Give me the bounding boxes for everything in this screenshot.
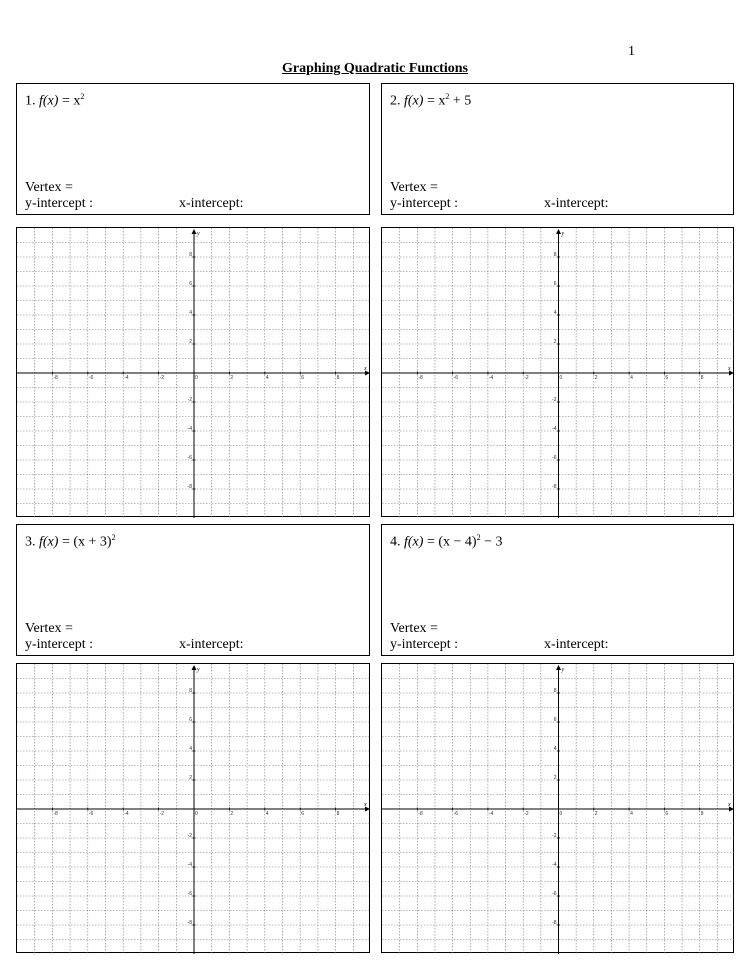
y-axis-arrow	[192, 229, 197, 234]
x-tick-label: -8	[418, 375, 423, 381]
y-tick-label: -6	[187, 455, 192, 461]
x-tick-label: 0	[559, 375, 563, 381]
y-tick-label: 4	[553, 310, 557, 316]
x-tick-label: 8	[700, 375, 704, 381]
x-tick-label: 6	[665, 375, 669, 381]
vertex-label: Vertex =	[390, 180, 438, 195]
y-axis-label: y	[197, 667, 200, 673]
problem-title-4	[390, 533, 502, 551]
x-tick-label: -6	[453, 811, 459, 817]
graph-grid-4[interactable]	[381, 663, 734, 953]
x-intercept-label: x-intercept:	[179, 196, 244, 211]
y-tick-label: 2	[189, 775, 192, 781]
function-name: f(x)	[404, 534, 424, 550]
x-axis-label: x	[728, 366, 731, 372]
graph-grid-2[interactable]	[381, 227, 734, 517]
function-name: f(x)	[404, 93, 424, 109]
y-tick-label: -6	[187, 891, 192, 897]
x-tick-label: 0	[559, 811, 563, 817]
problem-title-1	[25, 92, 84, 110]
x-tick-label: -2	[524, 811, 529, 817]
x-tick-label: -4	[488, 811, 494, 817]
function-tail: + 5	[449, 93, 472, 109]
y-tick-label: -2	[552, 833, 557, 839]
exponent: 2	[476, 533, 481, 542]
y-tick-label: 8	[553, 688, 557, 694]
y-tick-label: -4	[552, 426, 557, 432]
y-tick-label: -2	[552, 397, 557, 403]
exponent: 2	[80, 92, 85, 101]
coordinate-grid	[382, 228, 735, 518]
coordinate-grid	[17, 228, 371, 518]
y-intercept-label: y-intercept :	[390, 637, 459, 652]
x-tick-label: 0	[195, 811, 198, 817]
x-tick-label: 8	[336, 811, 340, 817]
x-tick-label: 0	[195, 375, 198, 381]
x-tick-label: -8	[418, 811, 423, 817]
x-tick-label: -2	[524, 375, 529, 381]
y-tick-label: -8	[552, 484, 557, 490]
function-tail: − 3	[480, 534, 503, 550]
x-tick-label: -6	[88, 375, 94, 381]
x-tick-label: 4	[630, 811, 633, 817]
problem-number: 3.	[25, 534, 36, 550]
y-tick-label: -2	[187, 397, 192, 403]
graph-grid-1[interactable]	[16, 227, 370, 517]
problem-box-1	[16, 83, 370, 215]
y-tick-label: 2	[553, 775, 557, 781]
y-tick-label: 6	[189, 717, 192, 723]
y-axis-arrow	[556, 665, 561, 670]
x-tick-label: -8	[53, 811, 58, 817]
y-tick-label: -8	[187, 920, 192, 926]
exponent: 2	[445, 92, 450, 101]
x-tick-label: 2	[594, 811, 598, 817]
x-tick-label: -4	[488, 375, 494, 381]
x-tick-label: -6	[88, 811, 94, 817]
x-axis-label: x	[364, 802, 367, 808]
problem-title-3	[25, 533, 116, 551]
x-tick-label: 4	[630, 375, 633, 381]
y-tick-label: -6	[552, 891, 557, 897]
exponent: 2	[111, 533, 116, 542]
y-axis-label: y	[561, 667, 565, 673]
x-tick-label: 2	[230, 375, 234, 381]
y-tick-label: -4	[187, 426, 192, 432]
y-tick-label: 6	[553, 717, 557, 723]
x-tick-label: -6	[453, 375, 459, 381]
x-intercept-label: x-intercept:	[179, 637, 244, 652]
function-name: f(x)	[39, 534, 59, 550]
coordinate-grid	[382, 664, 735, 954]
y-tick-label: -2	[187, 833, 192, 839]
y-tick-label: 4	[189, 746, 192, 752]
coordinate-grid	[17, 664, 371, 954]
x-tick-label: 4	[265, 811, 269, 817]
vertex-label: Vertex =	[25, 621, 73, 636]
function-name: f(x)	[39, 93, 59, 109]
x-tick-label: 6	[665, 811, 669, 817]
y-tick-label: 2	[189, 339, 192, 345]
y-axis-label: y	[197, 231, 200, 237]
y-tick-label: -4	[552, 862, 557, 868]
function-rhs: = x	[426, 93, 446, 109]
y-axis-arrow	[192, 665, 197, 670]
y-tick-label: -8	[187, 484, 192, 490]
x-tick-label: 2	[594, 375, 598, 381]
y-tick-label: 8	[189, 252, 192, 258]
y-intercept-label: y-intercept :	[25, 196, 94, 211]
x-tick-label: -4	[124, 375, 129, 381]
x-tick-label: 4	[265, 375, 269, 381]
y-tick-label: 6	[189, 281, 192, 287]
x-tick-label: -2	[159, 375, 165, 381]
problem-box-4	[381, 524, 734, 656]
y-tick-label: -4	[187, 862, 192, 868]
problem-number: 2.	[390, 93, 401, 109]
y-tick-label: 6	[553, 281, 557, 287]
x-tick-label: -4	[124, 811, 129, 817]
vertex-label: Vertex =	[390, 621, 438, 636]
graph-grid-3[interactable]	[16, 663, 370, 953]
y-tick-label: 8	[553, 252, 557, 258]
y-tick-label: 4	[553, 746, 557, 752]
y-tick-label: 4	[189, 310, 192, 316]
worksheet-title: Graphing Quadratic Functions	[282, 61, 468, 76]
y-intercept-label: y-intercept :	[390, 196, 459, 211]
x-axis-label: x	[364, 366, 367, 372]
x-intercept-label: x-intercept:	[544, 637, 609, 652]
page-number: 1	[628, 44, 635, 59]
x-tick-label: 2	[230, 811, 234, 817]
y-axis-label: y	[561, 231, 565, 237]
x-tick-label: -8	[53, 375, 58, 381]
function-rhs: = (x + 3)	[61, 534, 112, 550]
x-axis-label: x	[728, 802, 731, 808]
y-tick-label: 2	[553, 339, 557, 345]
x-tick-label: 8	[336, 375, 340, 381]
problem-number: 4.	[390, 534, 401, 550]
y-tick-label: -6	[552, 455, 557, 461]
y-tick-label: 8	[189, 688, 192, 694]
x-intercept-label: x-intercept:	[544, 196, 609, 211]
vertex-label: Vertex =	[25, 180, 73, 195]
y-tick-label: -8	[552, 920, 557, 926]
problem-number: 1.	[25, 93, 36, 109]
x-tick-label: -2	[159, 811, 165, 817]
x-tick-label: 6	[301, 811, 304, 817]
y-intercept-label: y-intercept :	[25, 637, 94, 652]
x-tick-label: 8	[700, 811, 704, 817]
function-rhs: = (x − 4)	[426, 534, 477, 550]
x-tick-label: 6	[301, 375, 304, 381]
problem-box-2	[381, 83, 734, 215]
problem-title-2	[390, 92, 471, 110]
function-rhs: = x	[61, 93, 81, 109]
problem-box-3	[16, 524, 370, 656]
y-axis-arrow	[556, 229, 561, 234]
